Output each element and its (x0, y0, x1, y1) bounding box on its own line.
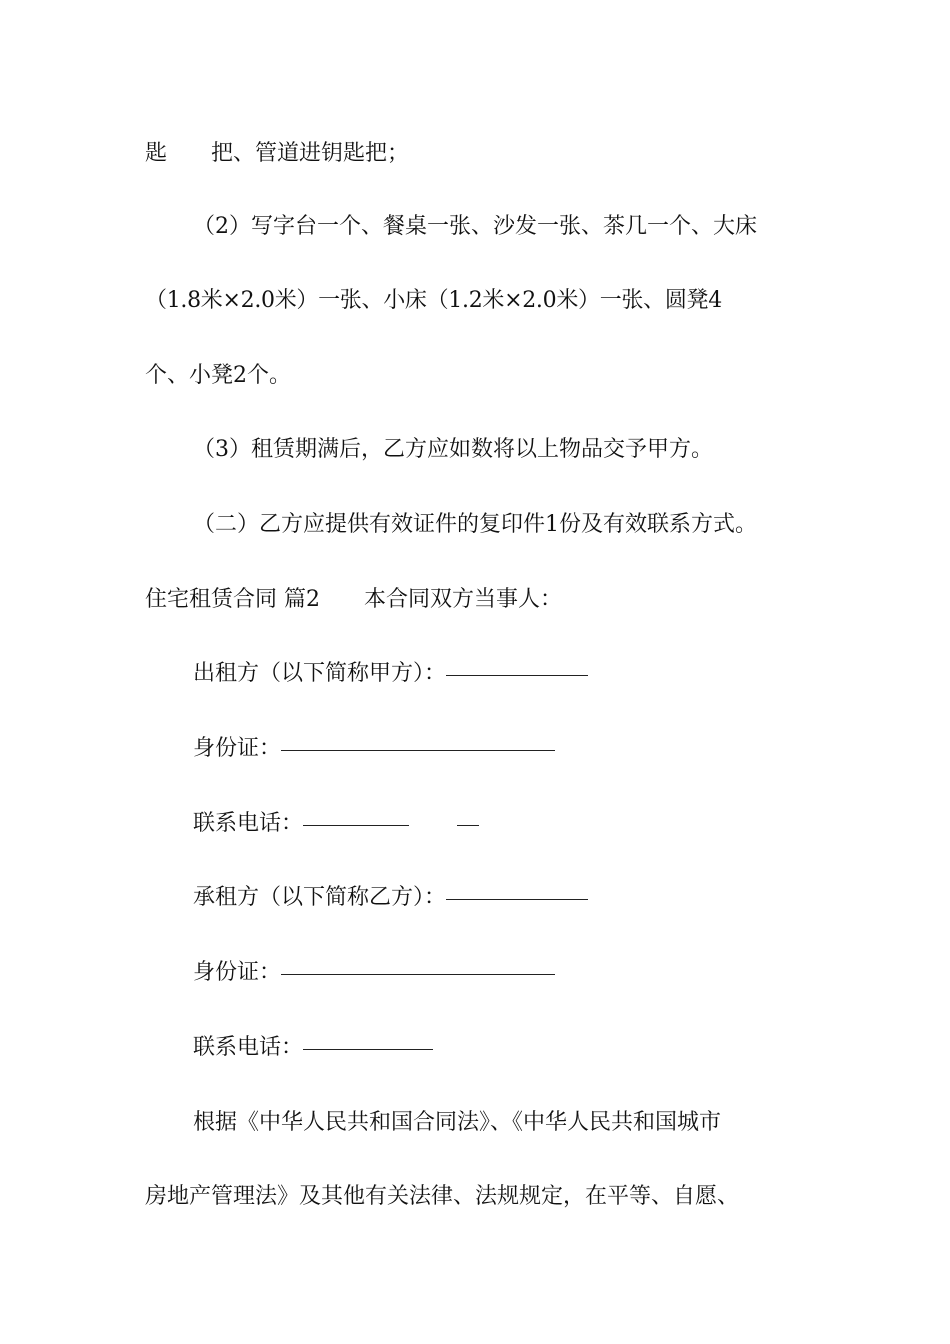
text-span: 个、小凳2个。 (145, 363, 291, 388)
text-span: 匙 把、管道进钥匙把； (145, 141, 410, 166)
text-span: （3）租赁期满后，乙方应如数将以上物品交予甲方。 (193, 437, 713, 462)
fill-blank (281, 973, 555, 975)
label: 身份证： (193, 960, 282, 985)
text-line (193, 505, 810, 545)
form-line-lessee (193, 878, 810, 918)
fill-blank (446, 898, 588, 900)
text-span: （二）乙方应提供有效证件的复印件1份及有效联系方式。 (193, 512, 757, 537)
form-line-id (193, 953, 810, 993)
fill-blank (303, 1048, 433, 1050)
form-line-id (193, 729, 810, 769)
text-span: 住宅租赁合同 篇2 本合同双方当事人： (145, 587, 562, 612)
text-span: 根据《中华人民共和国合同法》、《中华人民共和国城市 (193, 1110, 722, 1135)
section-heading-line (145, 580, 810, 620)
fill-blank (446, 674, 588, 676)
fill-blank (303, 824, 409, 826)
text-span: 房地产管理法》及其他有关法律、法规规定，在平等、自愿、 (145, 1184, 740, 1209)
form-line-phone (193, 1028, 810, 1068)
text-line (145, 134, 810, 174)
text-line (145, 281, 810, 321)
fill-blank (281, 749, 555, 751)
text-span: （1.8米×2.0米）一张、小床（1.2米×2.0米）一张、圆凳4 (145, 288, 722, 313)
form-line-phone (193, 804, 810, 844)
text-line (193, 1103, 810, 1143)
text-line (193, 430, 810, 470)
form-line-lessor (193, 654, 810, 694)
text-line (193, 207, 810, 247)
label: 承租方（以下简称乙方）： (193, 885, 447, 910)
text-line (145, 356, 810, 396)
text-span: （2）写字台一个、餐桌一张、沙发一张、茶几一个、大床 (193, 214, 757, 239)
fill-blank (457, 824, 479, 826)
label: 身份证： (193, 736, 282, 761)
label: 联系电话： (193, 811, 304, 836)
label: 联系电话： (193, 1035, 304, 1060)
label: 出租方（以下简称甲方）： (193, 661, 447, 686)
text-line (145, 1177, 810, 1217)
